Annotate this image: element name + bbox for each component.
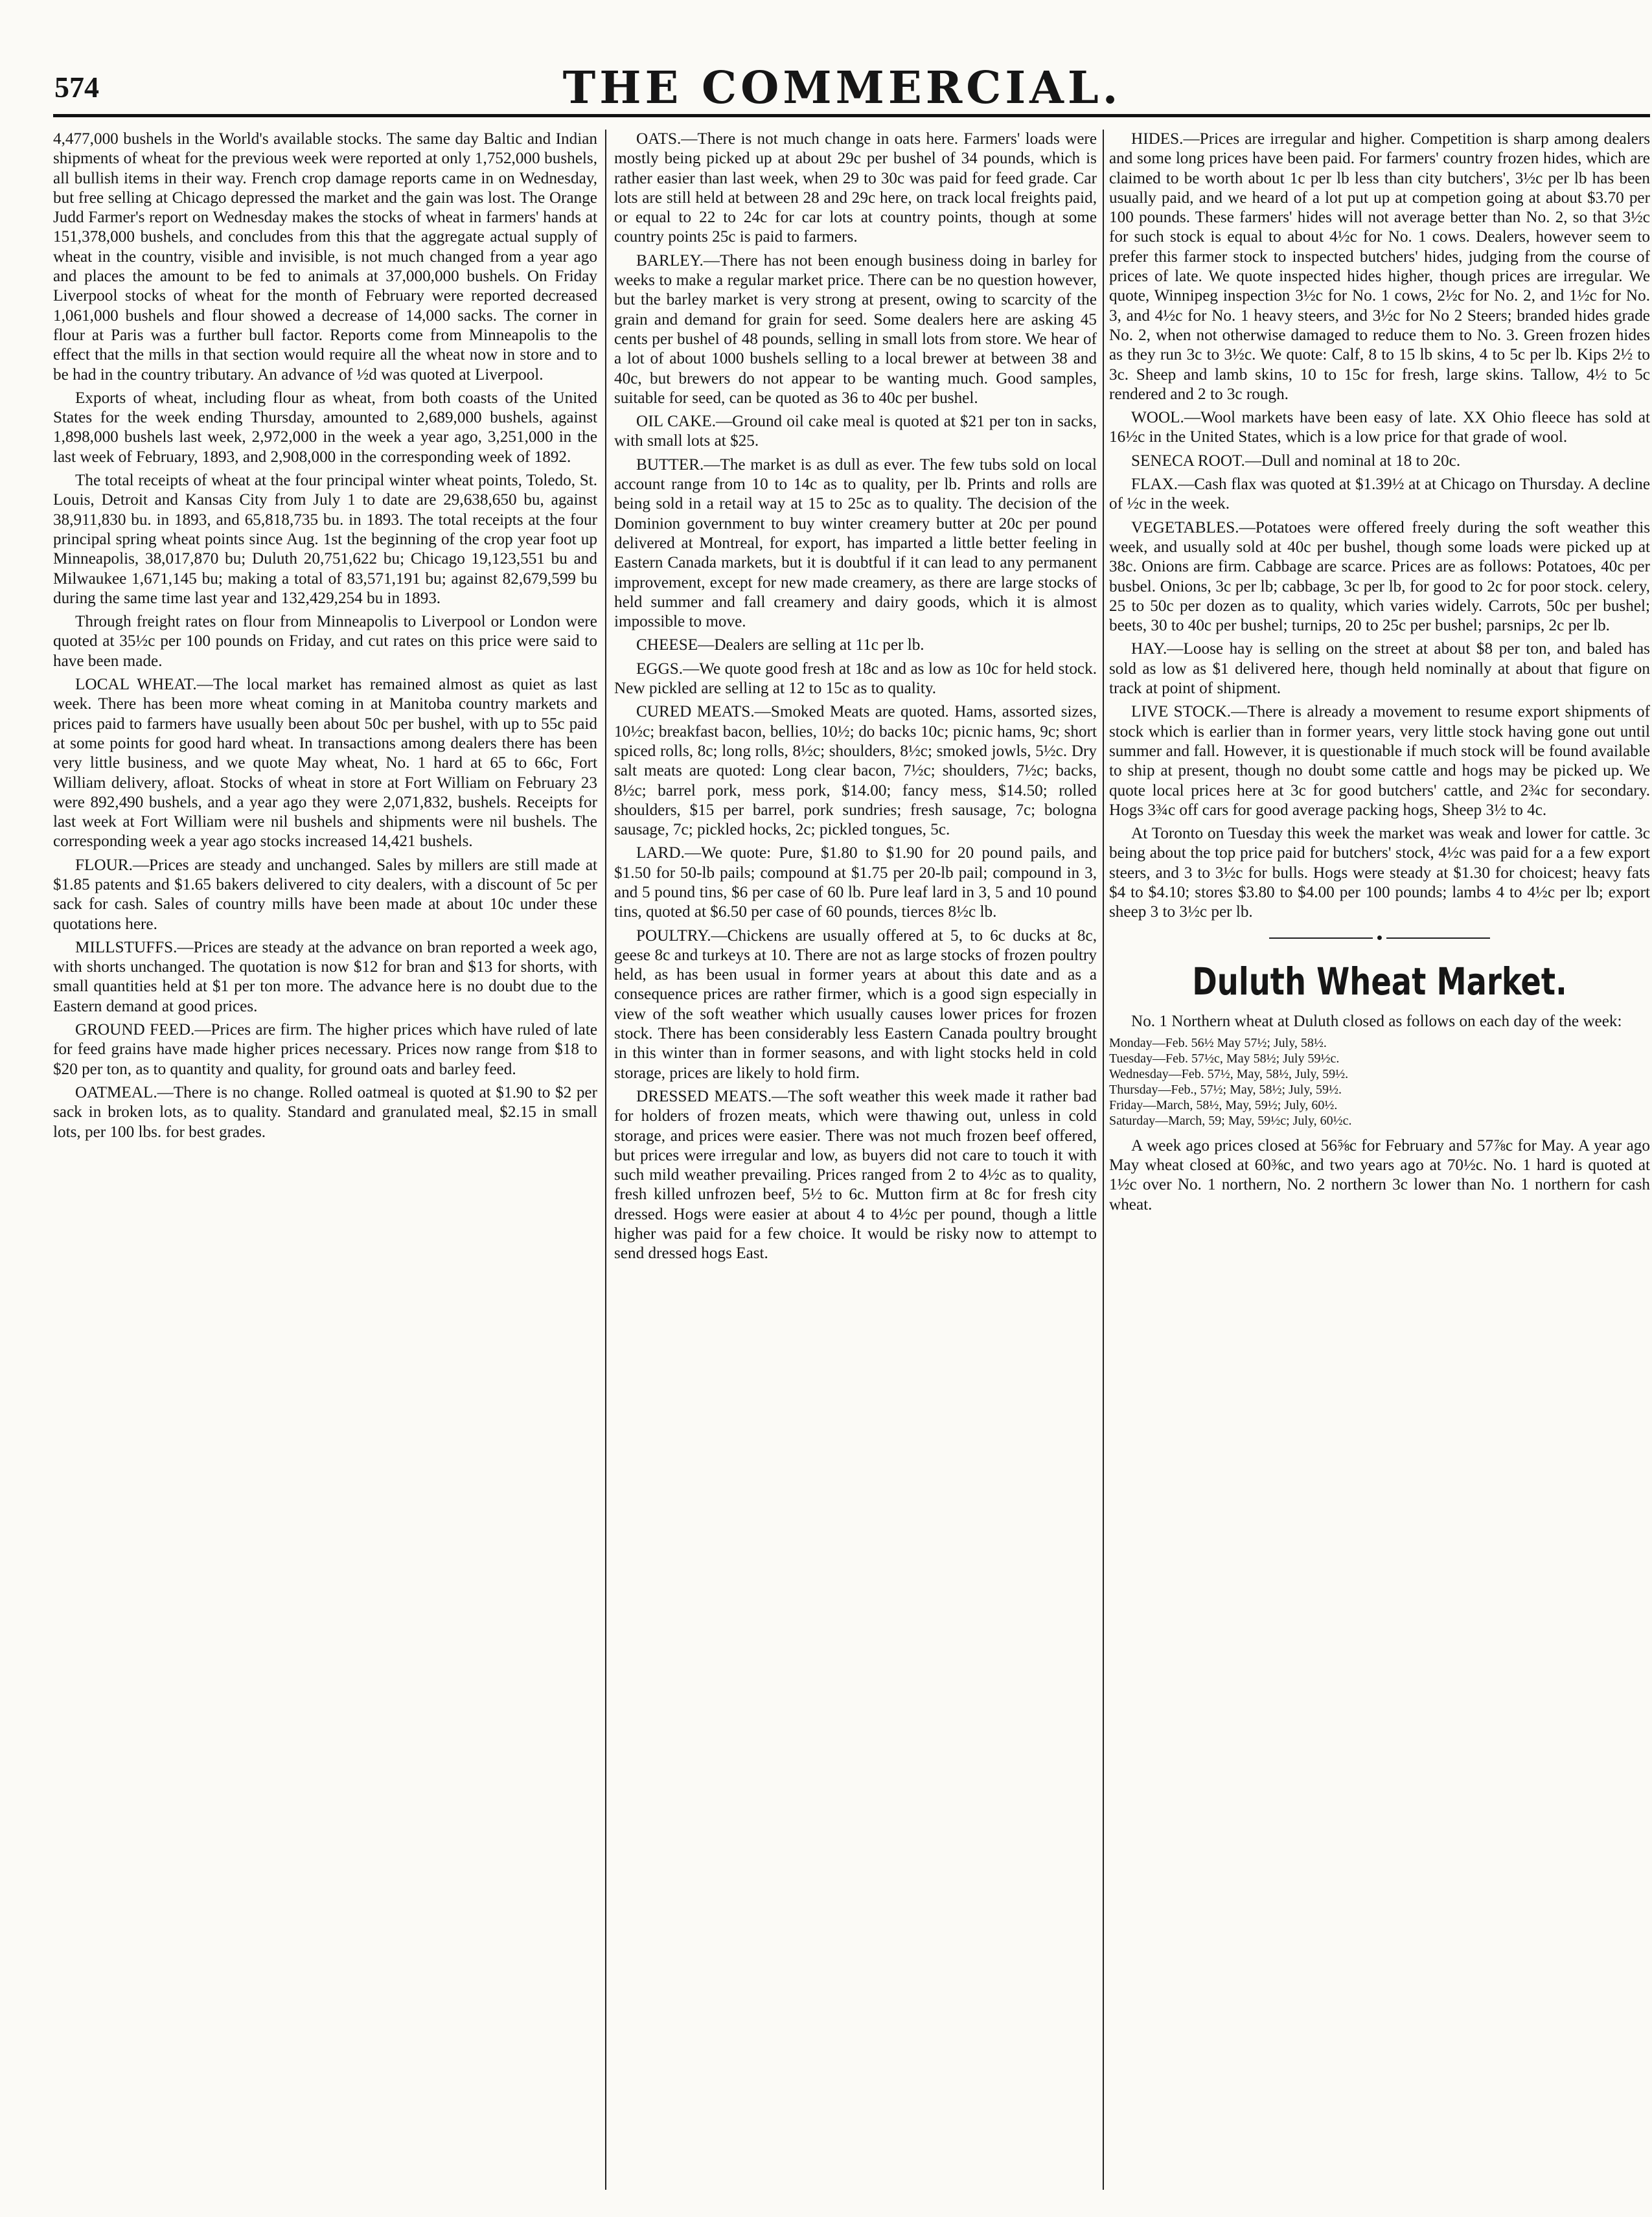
column-1 bbox=[53, 130, 597, 2190]
duluth-closing: A week ago prices closed at 56⅝c for February and 57⅞c for May. A year ago May wheat closed at 60⅜c, and two years ago at 70½c. No. 1 hard is quoted at 1½c over No. 1 northern, No. 2 northern 3c lower than No. 1 northern for cash wheat. bbox=[1109, 1136, 1650, 1213]
cured-meats-paragraph: CURED MEATS.—Smoked Meats are quoted. Hams, assorted sizes, 10½c; breakfast bacon, bellies, 10½; do backs 10c; picnic hams, 9c; short spiced rolls, 8c; long rolls, 8½c; shoulders, 8½c; smoked jowls, 5½c. Dry salt meats are quoted: Long clear bacon, 7½c; shoulders, 7½c; backs, 8½c; barrel pork, mess pork, $14.00; fancy mess, $14.50; rolled shoulders, $15 per barrel, pork sundries; fresh sausage, 7c; bologna sausage, 7c; pickled hocks, 2c; pickled tongues, 5c. bbox=[614, 703, 1097, 839]
cheese-paragraph: CHEESE—Dealers are selling at 11c per lb. bbox=[636, 636, 924, 654]
ground-feed-paragraph: GROUND FEED.—Prices are firm. The higher prices which have ruled of late for feed grains have made higher prices necessary. Prices now range from $18 to $20 per ton, as to quantity and quality, for ground oats and barley feed. bbox=[53, 1021, 597, 1078]
oats-paragraph: OATS.—There is not much change in oats here. Farmers' loads were mostly being picked up at about 29c per bushel of 34 pounds, which is rather easier than last week, when 29 to 30c was paid for feed grade. Car lots are still held at between 28 and 29c here, on track local freights paid, or equal to 22 to 24c for car lots at country points, though at some country points 25c is paid to farmers. bbox=[614, 130, 1097, 246]
eggs-paragraph: EGGS.—We quote good fresh at 18c and as low as 10c for held stock. New pickled are selling at 12 to 15c as to quality. bbox=[614, 660, 1097, 698]
article-paragraph: Exports of wheat, including flour as wheat, from both coasts of the United States for the week ending Thursday, amounted to 2,689,000 bushels, against 1,898,000 bushels last week, 2,972,000 in the week a year ago, 3,251,000 in the last week of February, 1893, and 2,908,000 in the corresponding week of 1892. bbox=[53, 389, 597, 466]
list-item: Saturday—March, 59; May, 59½c; July, 60½c. bbox=[1109, 1113, 1352, 1128]
hides-paragraph: HIDES.—Prices are irregular and higher. Competition is sharp among dealers and some long prices have been paid. For farmers' country frozen hides, which are claimed to be worth about 1c per lb less than city butchers', 3½c per lb has been usually paid, and we heard of a lot put up at competion going at about $3.70 per 100 pounds. These farmers' hides will not average better than No. 2, so that 3½c for such stock is equal to about 4½c for No. 1 cows. Dealers, however seem to prefer this farmer stock to inspected butchers' hides, judging from the course of prices of late. We quote inspected hides higher, though prices are irregular. We quote, Winnipeg inspection 3½c for No. 1 cows, 2½c for No. 2, and 1½c for No. 3, and 4½c for No. 1 heavy steers, and 3½c for No 2 Steers; branded hides grade No. 2, when not otherwise damaged to reduce them to No. 3. Green frozen hides as they run 3c to 3½c. We quote: Calf, 8 to 15 lb skins, 4 to 5c per lb. Kips 2½ to 3c. Sheep and lamb skins, 10 to 15c for fresh, large skins. Tallow, 4½ to 5c rendered and 2 to 3c rough. bbox=[1109, 130, 1650, 403]
column-rule-2 bbox=[1103, 130, 1104, 2190]
duluth-section-title: Duluth Wheat Market. bbox=[1192, 959, 1567, 1004]
millstuffs-paragraph: MILLSTUFFS.—Prices are steady at the advance on bran reported a week ago, with shorts unchanged. The quotation is now $12 for bran and $13 for shorts, with small quantities held at $1 per ton more. The advance here is no doubt due to the Eastern demand at good prices. bbox=[53, 938, 597, 1015]
article-paragraph: Through freight rates on flour from Minneapolis to Liverpool or London were quoted at 35½c per 100 pounds on Friday, and cut rates on this price were said to have been made. bbox=[53, 613, 597, 670]
barley-paragraph: BARLEY.—There has not been enough business doing in barley for weeks to make a regular market price. There can be no question however, but the barley market is very strong at present, owing to scarcity of the grain and demand for grain for seed. Some dealers here are asking 45 cents per bushel of 48 pounds, selling in small lots from store. We hear of a lot of about 1000 bushels selling to a local brewer at between 38 and 40c, but brewers do not appear to be wanting much. Good samples, suitable for seed, can be quoted as 36 to 40c per bushel. bbox=[614, 251, 1097, 407]
list-item: Wednesday—Feb. 57½, May, 58½, July, 59½. bbox=[1109, 1066, 1349, 1081]
flax-paragraph: FLAX.—Cash flax was quoted at $1.39½ at at Chicago on Thursday. A decline of ½c in the week. bbox=[1109, 476, 1650, 513]
oil-cake-paragraph: OIL CAKE.—Ground oil cake meal is quoted at $21 per ton in sacks, with small lots at $25. bbox=[614, 413, 1097, 450]
top-rule bbox=[53, 114, 1650, 117]
section-divider: ● bbox=[1109, 933, 1650, 943]
flour-paragraph: FLOUR.—Prices are steady and unchanged. Sales by millers are still made at $1.85 patents and $1.65 bakers delivered to city dealers, with a discount of 5c per sack for cash. Sales of country mills have been made at about 10c under these quotations here. bbox=[53, 856, 597, 933]
duluth-intro: No. 1 Northern wheat at Duluth closed as follows on each day of the week: bbox=[1131, 1012, 1622, 1030]
local-wheat-paragraph: LOCAL WHEAT.—The local market has remained almost as quiet as last week. There has been more wheat coming in at Manitoba country markets and prices paid to farmers have usually been about 50c per bushel, with up to 55c paid at some points for good hard wheat. In transactions among dealers there has been very little business, and we quote May wheat, No. 1 hard at 65 to 66c, Fort William delivery, afloat. Stocks of wheat in store at Fort William on February 23 were 892,490 bushels, and a year ago they were 2,071,832, bushels. Receipts for last week at Fort William were nil bushels and shipments were nil bushels. The corresponding week a year ago stocks increased 14,421 bushels. bbox=[53, 676, 597, 851]
list-item: Thursday—Feb., 57½; May, 58½; July, 59½. bbox=[1109, 1082, 1342, 1097]
list-item: Tuesday—Feb. 57½c, May 58½; July 59½c. bbox=[1109, 1051, 1340, 1066]
poultry-paragraph: POULTRY.—Chickens are usually offered at 5, to 6c ducks at 8c, geese 8c and turkeys at 10. There are not as large stocks of frozen poultry held, as has been usual in former years at about this date and as a consequence prices are rather firmer, which is a good sign especially in view of the soft weather which usually causes lower prices for frozen stock. There has been considerably less Eastern Canada poultry brought in this winter than in former seasons, and with light stocks held in cold storage, prices are likely to hold firm. bbox=[614, 926, 1097, 1082]
masthead-title: THE COMMERCIAL. bbox=[562, 62, 1122, 114]
hay-paragraph: HAY.—Loose hay is selling on the street at about $8 per ton, and baled has sold as low as $1 delivered here, though held nominally at about that figure on track at point of shipment. bbox=[1109, 640, 1650, 698]
list-item: Friday—March, 58½, May, 59½; July, 60½. bbox=[1109, 1097, 1338, 1112]
seneca-root-paragraph: SENECA ROOT.—Dull and nominal at 18 to 20c. bbox=[1131, 452, 1461, 470]
article-paragraph: The total receipts of wheat at the four principal winter wheat points, Toledo, St. Louis, Detroit and Kansas City from July 1 to date are 29,638,650 bu, against 38,911,830 bu. in 1893, and 65,818,735 bu. in 1893. The total receipts at the four principal spring wheat points since Aug. 1st the beginning of the crop year foot up Minneapolis, 38,017,870 bu; Duluth 20,751,622 bu; Chicago 19,123,551 bu and Milwaukee 1,671,145 bu; making a total of 83,571,191 bu; against 82,679,599 bu during the same time last year and 132,429,254 bu in 1893. bbox=[53, 472, 597, 607]
lard-paragraph: LARD.—We quote: Pure, $1.80 to $1.90 for 20 pound pails, and $1.50 for 50-lb pails; compound at $1.75 per 20-lb pail; compound in 3, and 5 pound tins, $6 per case of 60 lb. Pure leaf lard in 3, 5 and 10 pound tins, quoted at $6.50 per case of 60 pounds, tierces 8½c lb. bbox=[614, 844, 1097, 921]
list-item: Monday—Feb. 56½ May 57½; July, 58½. bbox=[1109, 1035, 1327, 1050]
butter-paragraph: BUTTER.—The market is as dull as ever. The few tubs sold on local account range from 10 to 14c as to quality, per lb. Prints and rolls are being sold in a retail way at 15 to 25c as to quality. The decision of the Dominion government to buy winter creamery butter at 20c per pound delivered at Montreal, for export, has imparted a little better feeling in Eastern Canada markets, but it is doubtful if it can lead to any permanent improvement, except for new made creamery, as there are large stocks of held summer and fall creamery and dairy goods, which it is almost impossible to move. bbox=[614, 455, 1097, 631]
toronto-paragraph: At Toronto on Tuesday this week the market was weak and lower for cattle. 3c being about the top price paid for butchers' stock, 4½c was paid for a a few export steers, and 3 to 3½c for bulls. Hogs were steady at $1.30 for choicest; heavy fats $4 to $4.10; stores $3.80 to $4.00 per 100 pounds; lambs 4 to 4½c per lb; export sheep 3 to 3½c per lb. bbox=[1109, 825, 1650, 921]
dressed-meats-paragraph: DRESSED MEATS.—The soft weather this week made it rather bad for holders of frozen meats, which were thawing out, unless in cold storage, and prices were easier. There was not much frozen beef offered, but prices were irregular and low, as buyers did not care to touch it with such mild weather prevailing. Prices ranged from 2 to 4½c as to quality, fresh killed unfrozen beef, 5½ to 6c. Mutton firm at 8c for fresh city dressed. Hogs were easier at about 4 to 4½c per pound, though a little higher was paid for a few choice. It would be risky now to attempt to send dressed hogs East. bbox=[614, 1087, 1097, 1263]
page-number: 574 bbox=[54, 71, 99, 104]
vegetables-paragraph: VEGETABLES.—Potatoes were offered freely during the soft weather this week, and usually sold at 40c per bushel, though some loads were picked up at 38c. Onions are firm. Cabbage are scarce. Prices are as follows: Potatoes, 40c per busbel. Onions, 3c per lb; cabbage, 3c per lb, for good to 2c for poor stock. celery, 25 to 50c per dozen as to quality, which varies widely. Carrots, 50c per bushel; beets, 30 to 40c per bushel; turnips, 20 to 25c per bushel; parsnips, 2c per lb. bbox=[1109, 518, 1650, 635]
column-3 bbox=[1109, 130, 1650, 2190]
article-paragraph: 4,477,000 bushels in the World's available stocks. The same day Baltic and Indian shipments of wheat for the previous week were reported at only 1,752,000 bushels, all bullish items in their way. French crop damage reports came in on Wednesday, but free selling at Chicago depressed the market and the gain was lost. The Orange Judd Farmer's report on Wednesday makes the stocks of wheat in farmers' hands at 151,378,000 bushels, and concludes from this that the aggregate actual supply of wheat in the country, visible and invisible, is not much changed from a year ago and places the amount to be fed to animals at 37,000,000 bushels. On Friday Liverpool stocks of wheat for the month of February were reported decreased 1,061,000 bushels and flour showed a decrease of 14,000 sacks. The corner in flour at Paris was a further bull factor. Reports come from Minneapolis to the effect that the mills in that section would require all the wheat now in store and to be had in the country tributary. An advance of ½d was quoted at Liverpool. bbox=[53, 130, 597, 384]
oatmeal-paragraph: OATMEAL.—There is no change. Rolled oatmeal is quoted at $1.90 to $2 per sack in broken lots, as to quality. Standard and granulated meal, $2.15 in small lots, per 100 lbs. for best grades. bbox=[53, 1083, 597, 1141]
column-rule-1 bbox=[605, 130, 606, 2190]
live-stock-paragraph: LIVE STOCK.—There is already a movement to resume export shipments of stock which is earlier than in former years, very little stock having gone out until summer and fall. However, it is questionable if much stock will be found available to ship at present, though no doubt some cattle and hogs may be picked up. We quote local prices here at 3c for good butchers' cattle, and 2¾c for secondary. Hogs 3¾c off cars for good average packing hogs, Sheep 3½ to 4c. bbox=[1109, 703, 1650, 819]
wool-paragraph: WOOL.—Wool markets have been easy of late. XX Ohio fleece has sold at 16½c in the United States, which is a low price for that grade of wool. bbox=[1109, 409, 1650, 446]
column-2 bbox=[614, 130, 1097, 2190]
duluth-daily-prices bbox=[1109, 1035, 1650, 1129]
